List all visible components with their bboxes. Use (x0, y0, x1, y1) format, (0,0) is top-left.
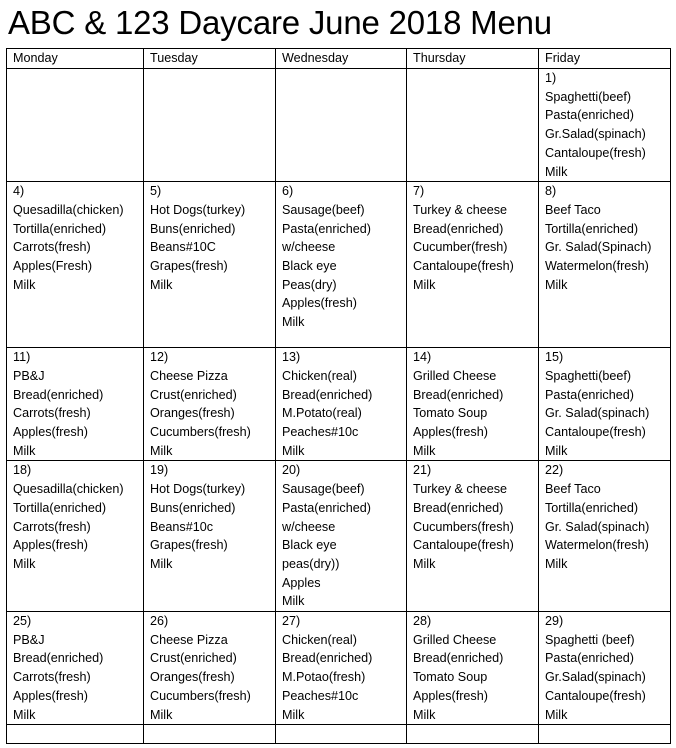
menu-item: PB&J (13, 368, 45, 383)
day-cell-monday (7, 69, 144, 182)
date-label: 4) (13, 184, 25, 199)
menu-item: Grapes(fresh) (150, 259, 228, 274)
day-cell-tuesday (144, 182, 276, 348)
menu-table (6, 48, 671, 744)
menu-item: Milk (545, 277, 568, 292)
menu-item: Pasta(enriched) (545, 387, 634, 402)
menu-item: Beef Taco (545, 202, 601, 217)
day-header-monday: Monday (7, 49, 144, 69)
menu-item: Pasta(enriched) (545, 108, 634, 123)
menu-item: Apples(Fresh) (13, 259, 93, 274)
menu-item: Sausage(beef) (282, 482, 365, 497)
menu-item: Gr. Salad(spinach) (545, 519, 650, 534)
menu-item: Turkey & cheese (413, 482, 508, 497)
menu-item: Apples(fresh) (413, 688, 488, 703)
day-cell-friday (539, 461, 671, 612)
menu-item: Crust(enriched) (150, 651, 237, 666)
menu-item: Cantaloupe(fresh) (545, 145, 646, 160)
date-label: 22) (545, 463, 564, 478)
menu-item: Tomato Soup (413, 670, 488, 685)
menu-item: M.Potao(fresh) (282, 670, 366, 685)
menu-item: Beef Taco (545, 482, 601, 497)
menu-item: Gr.Salad(spinach) (545, 670, 646, 685)
date-label: 15) (545, 350, 564, 365)
menu-item: Pasta(enriched) (282, 221, 371, 236)
menu-item: Milk (545, 707, 568, 722)
menu-item: Spaghetti(beef) (545, 368, 632, 383)
menu-item: Milk (13, 443, 36, 458)
menu-item: Grilled Cheese (413, 368, 497, 383)
menu-item: Bread(enriched) (413, 387, 504, 402)
menu-item: Cantaloupe(fresh) (545, 425, 646, 440)
menu-item: Bread(enriched) (413, 651, 504, 666)
menu-item: Tortilla(enriched) (545, 500, 639, 515)
menu-item: Beans#10C (150, 240, 216, 255)
date-label: 20) (282, 463, 301, 478)
day-header-thursday: Thursday (407, 49, 539, 69)
menu-item: Cucumber(fresh) (413, 240, 508, 255)
day-cell-friday (539, 69, 671, 182)
menu-item: Apples(fresh) (13, 538, 88, 553)
day-cell-wednesday (276, 348, 407, 461)
menu-item: Milk (545, 164, 568, 179)
menu-item: Milk (150, 443, 173, 458)
menu-item: Milk (150, 707, 173, 722)
menu-item: Apples(fresh) (282, 296, 357, 311)
menu-item: Grapes(fresh) (150, 538, 228, 553)
menu-item: Milk (282, 707, 305, 722)
menu-item: Bread(enriched) (13, 387, 104, 402)
menu-item: w/cheese (282, 240, 336, 255)
menu-item: Watermelon(fresh) (545, 259, 649, 274)
menu-body (7, 69, 671, 744)
menu-item: Spaghetti(beef) (545, 89, 632, 104)
day-cell-monday (7, 182, 144, 348)
menu-item: PB&J (13, 632, 45, 647)
menu-item: w/cheese (282, 519, 336, 534)
day-cell-thursday (407, 182, 539, 348)
menu-item: Gr. Salad(Spinach) (545, 240, 652, 255)
day-cell-tuesday (144, 612, 276, 725)
day-cell-friday (539, 725, 671, 744)
date-label: 27) (282, 614, 301, 629)
day-cell-tuesday (144, 348, 276, 461)
menu-item: Buns(enriched) (150, 221, 236, 236)
menu-item: Buns(enriched) (150, 500, 236, 515)
menu-item: Watermelon(fresh) (545, 538, 649, 553)
day-header-friday: Friday (539, 49, 671, 69)
menu-item: Cucumbers(fresh) (150, 688, 251, 703)
day-cell-friday (539, 612, 671, 725)
day-cell-tuesday (144, 725, 276, 744)
day-cell-thursday (407, 612, 539, 725)
day-cell-wednesday (276, 182, 407, 348)
menu-item: Spaghetti (beef) (545, 632, 635, 647)
menu-item: Bread(enriched) (282, 651, 373, 666)
menu-item: Bread(enriched) (13, 651, 104, 666)
menu-item: Milk (282, 594, 305, 609)
menu-item: Cucumbers(fresh) (413, 519, 514, 534)
menu-item: Bread(enriched) (413, 221, 504, 236)
day-cell-monday (7, 461, 144, 612)
menu-item: Chicken(real) (282, 632, 357, 647)
menu-item: Peas(dry) (282, 277, 337, 292)
menu-item: Apples (282, 575, 321, 590)
week-row (7, 348, 671, 461)
day-cell-tuesday (144, 461, 276, 612)
menu-item: Bread(enriched) (413, 500, 504, 515)
header-row (7, 49, 671, 69)
menu-item: Peaches#10c (282, 688, 359, 703)
menu-item: Cantaloupe(fresh) (413, 538, 514, 553)
day-cell-thursday (407, 725, 539, 744)
menu-item: Quesadilla(chicken) (13, 482, 124, 497)
menu-item: Quesadilla(chicken) (13, 202, 124, 217)
date-label: 26) (150, 614, 169, 629)
day-header-wednesday: Wednesday (276, 49, 407, 69)
menu-item: Milk (545, 443, 568, 458)
date-label: 29) (545, 614, 564, 629)
date-label: 6) (282, 184, 294, 199)
menu-item: Hot Dogs(turkey) (150, 202, 246, 217)
menu-item: Pasta(enriched) (545, 651, 634, 666)
date-label: 19) (150, 463, 169, 478)
week-row (7, 182, 671, 348)
day-cell-tuesday (144, 69, 276, 182)
menu-item: Oranges(fresh) (150, 406, 235, 421)
date-label: 28) (413, 614, 432, 629)
menu-item: Tomato Soup (413, 406, 488, 421)
menu-item: Tortilla(enriched) (13, 500, 107, 515)
menu-item: Milk (413, 443, 436, 458)
page-title: ABC & 123 Daycare June 2018 Menu (8, 4, 552, 41)
menu-item: Gr. Salad(spinach) (545, 406, 650, 421)
day-cell-friday (539, 182, 671, 348)
menu-item: Carrots(fresh) (13, 519, 91, 534)
menu-item: Tortilla(enriched) (545, 221, 639, 236)
day-cell-thursday (407, 69, 539, 182)
menu-item: Pasta(enriched) (282, 500, 371, 515)
menu-item: Oranges(fresh) (150, 670, 235, 685)
date-label: 14) (413, 350, 432, 365)
menu-item: Milk (282, 315, 305, 330)
menu-item: Cucumbers(fresh) (150, 425, 251, 440)
week-row (7, 69, 671, 182)
day-cell-monday (7, 612, 144, 725)
date-label: 5) (150, 184, 162, 199)
menu-item: Apples(fresh) (13, 688, 88, 703)
menu-item: Sausage(beef) (282, 202, 365, 217)
menu-item: Carrots(fresh) (13, 240, 91, 255)
menu-item: Apples(fresh) (13, 425, 88, 440)
menu-item: Milk (545, 556, 568, 571)
menu-item: Milk (13, 277, 36, 292)
day-cell-monday (7, 725, 144, 744)
date-label: 8) (545, 184, 557, 199)
day-cell-thursday (407, 348, 539, 461)
date-label: 1) (545, 71, 557, 85)
date-label: 7) (413, 184, 425, 199)
day-header-tuesday: Tuesday (144, 49, 276, 69)
menu-item: Black eye (282, 259, 337, 274)
day-cell-wednesday (276, 69, 407, 182)
date-label: 13) (282, 350, 301, 365)
day-cell-friday (539, 348, 671, 461)
day-cell-thursday (407, 461, 539, 612)
menu-item: Milk (413, 556, 436, 571)
menu-item: Peaches#10c (282, 425, 359, 440)
menu-item: Crust(enriched) (150, 387, 237, 402)
menu-item: Carrots(fresh) (13, 406, 91, 421)
menu-item: Milk (282, 443, 305, 458)
menu-item: Carrots(fresh) (13, 670, 91, 685)
menu-item: Milk (413, 277, 436, 292)
menu-item: Cantaloupe(fresh) (545, 688, 646, 703)
date-label: 18) (13, 463, 32, 478)
menu-item: Milk (413, 707, 436, 722)
week-row (7, 461, 671, 612)
day-cell-monday (7, 348, 144, 461)
day-cell-wednesday (276, 612, 407, 725)
menu-item: Beans#10c (150, 519, 214, 534)
menu-item: Milk (150, 556, 173, 571)
menu-item: Turkey & cheese (413, 202, 508, 217)
date-label: 12) (150, 350, 169, 365)
menu-item: Apples(fresh) (413, 425, 488, 440)
menu-item: Gr.Salad(spinach) (545, 127, 646, 142)
menu-item: Bread(enriched) (282, 387, 373, 402)
week-row (7, 612, 671, 725)
date-label: 25) (13, 614, 32, 629)
week-row (7, 725, 671, 744)
menu-item: Cantaloupe(fresh) (413, 259, 514, 274)
menu-item: Grilled Cheese (413, 632, 497, 647)
day-cell-wednesday (276, 461, 407, 612)
menu-item: Milk (150, 277, 173, 292)
menu-item: Tortilla(enriched) (13, 221, 107, 236)
menu-item: M.Potato(real) (282, 406, 362, 421)
date-label: 11) (13, 350, 31, 365)
date-label: 21) (413, 463, 432, 478)
menu-item: Hot Dogs(turkey) (150, 482, 246, 497)
menu-item: Cheese Pizza (150, 632, 228, 647)
menu-item: Black eye (282, 538, 337, 553)
menu-item: Milk (13, 707, 36, 722)
menu-item: Cheese Pizza (150, 368, 228, 383)
menu-item: Milk (13, 556, 36, 571)
day-cell-wednesday (276, 725, 407, 744)
menu-item: Chicken(real) (282, 368, 357, 383)
menu-item: peas(dry)) (282, 556, 340, 571)
